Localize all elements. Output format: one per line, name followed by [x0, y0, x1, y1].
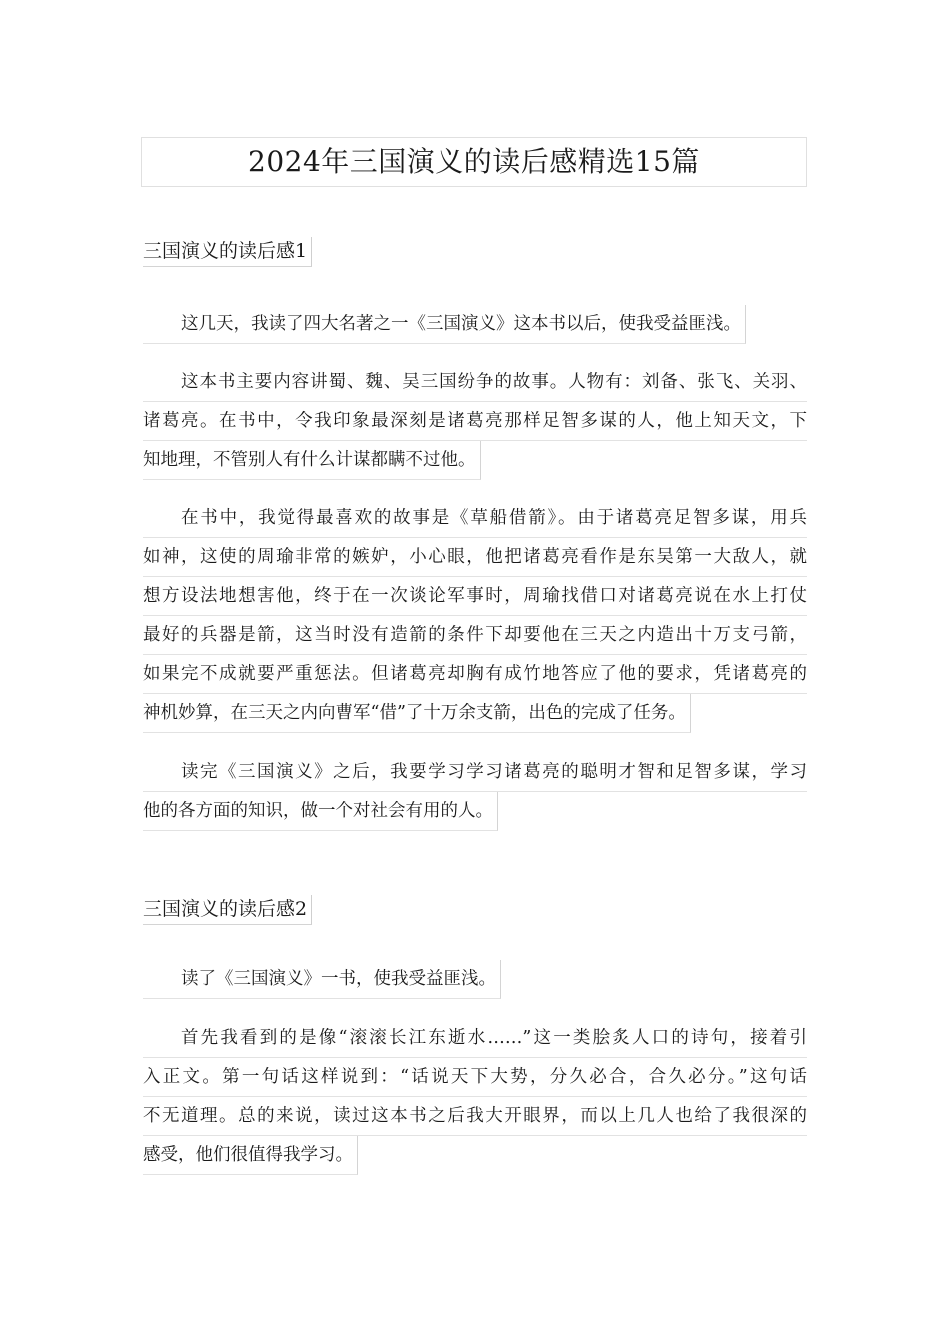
paragraph-line: 神机妙算，在三天之内向曹军“借”了十万余支箭，出色的完成了任务。	[143, 694, 691, 733]
paragraph-line: 知地理，不管别人有什么计谋都瞒不过他。	[143, 441, 481, 480]
paragraph	[143, 960, 807, 999]
section-heading-2: 三国演义的读后感2	[143, 895, 312, 925]
paragraph	[143, 363, 807, 480]
paragraph-line: 如神，这使的周瑜非常的嫉妒，小心眼，他把诸葛亮看作是东吴第一大敌人，就	[143, 538, 807, 577]
paragraph-line: 如果完不成就要严重惩法。但诸葛亮却胸有成竹地答应了他的要求，凭诸葛亮的	[143, 655, 807, 694]
paragraph-line: 诸葛亮。在书中，令我印象最深刻是诸葛亮那样足智多谋的人，他上知天文，下	[143, 402, 807, 441]
paragraph	[143, 305, 807, 344]
paragraph-line: 入正文。第一句话这样说到：“话说天下大势，分久必合，合久必分。”这句话	[143, 1058, 807, 1097]
paragraph	[143, 499, 807, 733]
paragraph	[143, 753, 807, 831]
paragraph-line: 在书中，我觉得最喜欢的故事是《草船借箭》。由于诸葛亮足智多谋，用兵	[143, 499, 807, 538]
paragraph-line: 他的各方面的知识，做一个对社会有用的人。	[143, 792, 498, 831]
paragraph-line: 感受，他们很值得我学习。	[143, 1136, 358, 1175]
paragraph-line: 读完《三国演义》之后，我要学习学习诸葛亮的聪明才智和足智多谋，学习	[143, 753, 807, 792]
paragraph-line: 不无道理。总的来说，读过这本书之后我大开眼界，而以上几人也给了我很深的	[143, 1097, 807, 1136]
paragraph	[143, 1019, 807, 1175]
paragraph-line: 这本书主要内容讲蜀、魏、吴三国纷争的故事。人物有：刘备、张飞、关羽、	[143, 363, 807, 402]
document-title: 2024年三国演义的读后感精选15篇	[141, 137, 807, 187]
paragraph-line: 想方设法地想害他，终于在一次谈论军事时，周瑜找借口对诸葛亮说在水上打仗	[143, 577, 807, 616]
section-heading-1: 三国演义的读后感1	[143, 237, 312, 267]
paragraph-line: 最好的兵器是箭，这当时没有造箭的条件下却要他在三天之内造出十万支弓箭，	[143, 616, 807, 655]
paragraph-line: 读了《三国演义》一书，使我受益匪浅。	[143, 960, 501, 999]
paragraph-line: 首先我看到的是像“滚滚长江东逝水……”这一类脍炙人口的诗句，接着引	[143, 1019, 807, 1058]
paragraph-line: 这几天，我读了四大名著之一《三国演义》这本书以后，使我受益匪浅。	[143, 305, 746, 344]
